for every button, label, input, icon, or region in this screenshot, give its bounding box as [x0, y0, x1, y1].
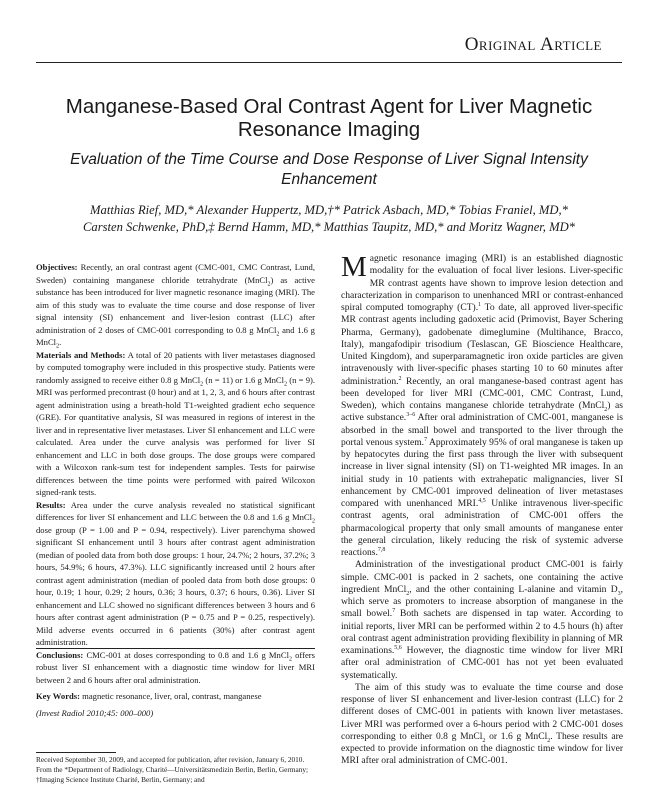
authors-line-2: Carsten Schwenke, PhD,‡ Bernd Hamm, MD,* Matthias Taupitz, MD,* and Moritz Wagner, MD*	[83, 220, 575, 234]
text: The aim of this study was to evaluate the time course and dose response of liver SI enhancement and liver-lesion contrast (LLC) for 2 different doses of CMC-001 in patients with known liver metastases. Liver MRI was performed over a 6-hours period with 2 CMC-001 doses corresponding to either 0.8 g MnCl	[341, 681, 623, 742]
abstract	[36, 261, 315, 719]
subscript: 2	[267, 281, 271, 288]
abstract-results	[36, 499, 315, 649]
reference: 7	[392, 608, 396, 615]
subscript: 2	[288, 656, 292, 663]
conclusions-label: Conclusions:	[36, 649, 84, 660]
section-label: Original Article	[464, 34, 602, 55]
body-paragraph-2	[341, 559, 623, 682]
text: To date, all approved liver-specific MR contrast agents including gadoxetic acid (Primovist, Bayer Schering Pharma, Germany), gadobenate dimeglumine (Multihance, Bracco, Italy), mangafodipir trisodium (Teslascan, GE Bioscience Healthcare, United Kingdom), and superparamagnetic iron oxide particles are given intravenously with liver-specific phases starting 10 to 60 minutes after administration.	[341, 302, 623, 387]
subscript: 2	[604, 406, 608, 413]
article-subtitle: Evaluation of the Time Course and Dose Response of Liver Signal Intensity Enhancement	[70, 151, 588, 188]
body-paragraph-1	[341, 253, 623, 559]
conclusions-text: CMC-001 at doses corresponding to 0.8 and 1.6 g MnCl	[86, 649, 289, 660]
subscript: 2	[482, 737, 486, 744]
reference: 7,8	[377, 546, 386, 553]
text: Unlike intravenous liver-specific contrast agents, oral administration of CMC-001 offers the pharmacological property that only small amounts of manganese enter the general circulation, likely reducing the risk of systemic adverse reactions.	[341, 498, 623, 558]
subscript: 2	[56, 343, 60, 350]
header-rule	[36, 62, 622, 63]
abstract-objectives: Objectives: Recently, an oral contrast agent (CMC-001, CMC Contrast, Lund, Sweden) containing manganese chloride tetrahydrate (MnCl$_2$) as active substance has been introduced for liver magnetic resonance imaging (MRI). The aim of this study was to evaluate the time course and dose response of liver signal intensity (SI) enhancement and liver-lesion contrast (LLC) after administration of 2 doses of CMC-001 corresponding to 0.8 g MnCl$_2$ and 1.6 g MnCl$_2$.	[36, 262, 315, 350]
abstract-conclusions	[36, 649, 315, 687]
conclusions-text-2: offers robust liver SI enhancement with a diagnostic time window for liver MRI between 2 and 6 hours after oral administration.	[36, 649, 315, 685]
text: agnetic resonance imaging (MRI) is an established diagnostic modality for the evaluation of focal liver lesions. Liver-specific MR contrast agents have shown to improve lesion detection and characterization in comparison to unenhanced MRI or contrast-enhanced spiral computed tomography (CT).	[341, 253, 623, 313]
text: or 1.6 g MnCl	[485, 730, 548, 742]
body-text	[341, 253, 623, 768]
subscript: 2	[547, 737, 551, 744]
keywords-text: magnetic resonance, liver, oral, contrast, manganese	[82, 691, 262, 701]
results-label: Results:	[36, 499, 66, 510]
abstract-rule	[36, 648, 315, 649]
text: However, the diagnostic time window for liver MRI after oral administration of CMC-001 has not yet been evaluated systematically.	[341, 645, 623, 681]
objectives-label: Objectives:	[36, 262, 78, 272]
footnote-received: Received September 30, 2009, and accepted for publication, after revision, January 6, 2010.	[36, 755, 305, 764]
subscript: 2	[406, 590, 410, 597]
subscript: 2	[284, 381, 288, 388]
keywords-label: Key Words:	[36, 691, 81, 701]
text: After oral administration of CMC-001, manganese is absorbed in the small bowel and transported to the liver through the portal venous system.	[341, 412, 623, 448]
abstract-methods	[36, 349, 315, 499]
footnote	[36, 755, 315, 785]
drop-cap: M	[341, 251, 367, 283]
reference: 3–6	[406, 412, 416, 419]
citation: (Invest Radiol 2010;45: 000–000)	[36, 707, 154, 718]
objectives-text: Recently, an oral contrast agent (CMC-001, CMC Contrast, Lund, Sweden) containing manganese chloride tetrahydrate (MnCl	[36, 262, 315, 285]
text: . These results are expected to provide information on the diagnostic time window for liver MRI after oral administration of CMC-001.	[341, 730, 623, 767]
body-paragraph-3	[341, 682, 623, 768]
text: ) as active substance.	[341, 400, 623, 424]
subscript: 2	[276, 331, 280, 338]
authors-line-1: Matthias Rief, MD,* Alexander Huppertz, MD,†* Patrick Asbach, MD,* Tobias Franiel, MD,*	[90, 203, 568, 217]
article-title: Manganese-Based Oral Contrast Agent for Liver Magnetic Resonance Imaging	[65, 95, 593, 141]
reference: 1	[478, 301, 482, 308]
objectives-text-2: ) as active substance has been introduced for liver magnetic resonance imaging (MRI). The aim of this study was to evaluate the time course and dose response of liver signal intensity (SI) enhancement and liver-lesion contrast (LLC) after administration of 2 doses of CMC-001 corresponding to 0.8 g MnCl	[36, 274, 315, 335]
reference: 5,6	[394, 644, 402, 651]
text: Approximately 95% of oral manganese is taken up by hepatocytes during the first pass through the liver with subsequent increase in liver signal intensity (SI) on T1-weighted MR images. In an initial study in 10 patients with extrahepatic malignancies, liver SI enhancement by CMC-001 improved delineation of liver metastases compared with unenhanced MRI.	[341, 436, 623, 509]
objectives-text-3: and 1.6 g MnCl	[36, 324, 315, 347]
text: , and the other containing L-alanine and vitamin D	[409, 583, 618, 595]
subscript: 2	[200, 381, 204, 388]
subscript: 3	[617, 590, 621, 597]
footnote-rule	[36, 752, 116, 753]
reference: 2	[398, 375, 402, 382]
text: Recently, an oral manganese-based contrast agent has been developed for liver MRI (CMC-001, CMC Contrast, Lund, Sweden), which contains manganese chloride tetrahydrate (MnCl	[341, 375, 623, 411]
subscript: 2	[312, 518, 315, 525]
methods-label: Materials and Methods:	[36, 349, 126, 360]
reference: 4,5	[478, 497, 486, 504]
methods-text: A total of 20 patients with liver metastases diagnosed by computed tomography were included in this prospective study. Patients were randomly assigned to receive either 0.8 g MnCl	[36, 349, 315, 385]
keywords	[36, 690, 315, 703]
text: Administration of the investigational product CMC-001 is fairly simple. CMC-001 is packed in 2 sachets, one containing the active ingredient MnCl	[341, 559, 623, 595]
methods-text-2: (n = 11) or 1.6 g MnCl	[203, 374, 285, 385]
results-text-2: dose group (P = 1.00 and P = 0.94, respectively). Liver parenchyma showed significant SI enhancement until 3 hours after contrast agent administration (median of pooled data from both dose groups: 1 hour, 24.7%; 2 hours, 37.2%; 3 hours, 54.9%; 6 hours, 47.3%). LLC significantly increased until 2 hours after contrast agent administration (median of pooled data from both dose groups: 0 hour, 0.19; 1 hour, 0.29; 2 hours, 0.36; 3 hours, 0.37; 6 hours, 0.36). Liver SI enhancement and LLC showed no significant differences between 3 hours and 6 hours after contrast agent administration (P = 0.75 and P = 0.25, respectively). Mild adverse events occurred in 6 patients (30%) after contrast agent administration.	[36, 524, 315, 647]
footnote-affiliations: From the *Department of Radiology, Charité—Universitätsmedizin Berlin, Berlin, Germany; †Imaging Science Institute Charité, Berlin, Germany; and	[36, 765, 309, 784]
results-text: Area under the curve analysis revealed no statistical significant differences for liver SI enhancement and LLC between the 0.8 and 1.6 g MnCl	[36, 499, 315, 522]
methods-text-3: (n = 9). MRI was performed precontrast (0 hour) and at 1, 2, 3, and 6 hours after contrast agent administration using a breath-hold T1-weighted gradient echo sequence (GRE). For quantitative analysis, SI was measured in regions of interest in the liver and in representative liver metastases. Liver SI enhancement and LLC were calculated. Area under the curve analysis was performed for liver SI enhancement and LLC in both dose groups. The dose groups were compared with a Wilcoxon rank-sum test for independent samples. Tests for pairwise differences between the time points were performed with paired Wilcoxon signed-rank tests.	[36, 374, 316, 497]
text: , which serve as promoters to increase absorption of manganese in the small bowel.	[341, 583, 624, 620]
author-list	[30, 202, 628, 236]
text: Both sachets are dispensed in tap water. According to initial reports, liver MRI can be performed within 2 to 4.5 hours (h) after oral contrast agent administration providing flexibility in planning of MR examinations.	[341, 608, 623, 656]
reference: 7	[424, 436, 428, 443]
